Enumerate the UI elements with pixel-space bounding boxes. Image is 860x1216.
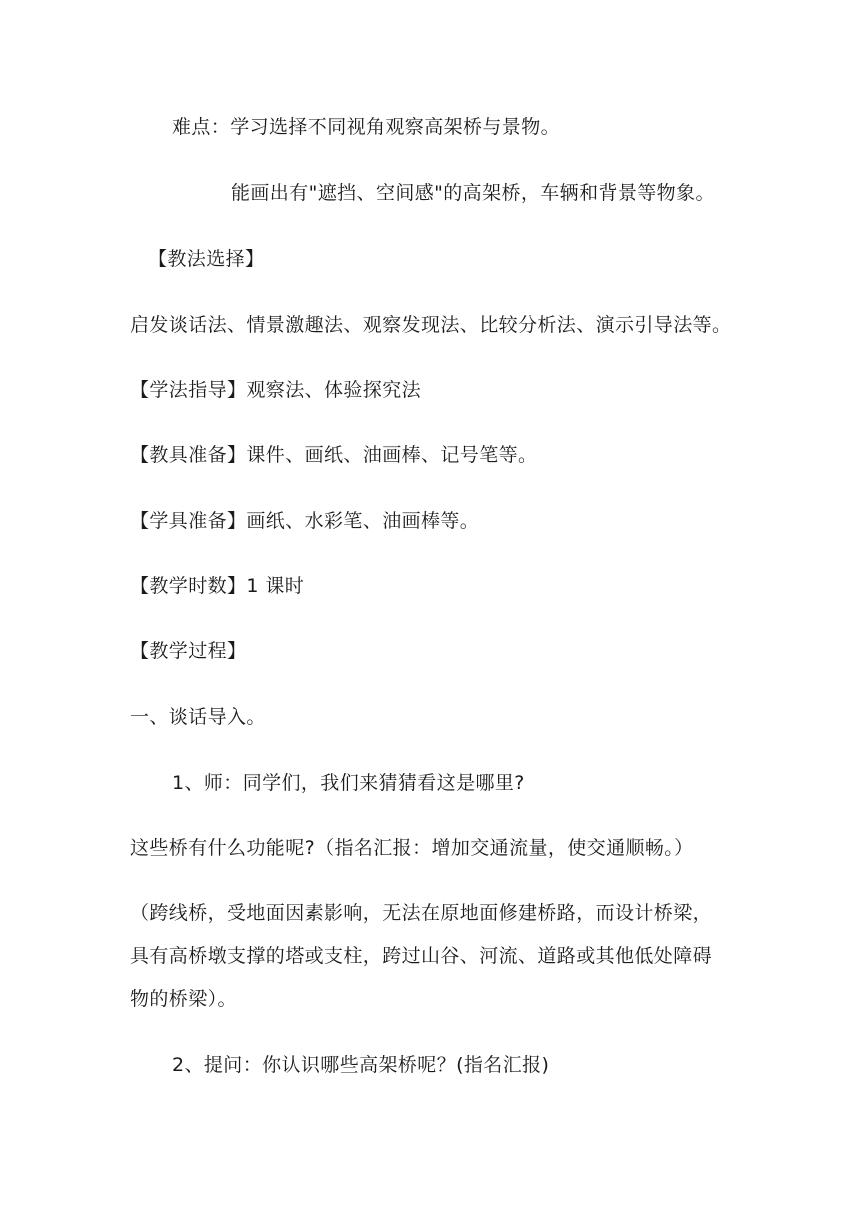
study-method-line: 【学法指导】观察法、体验探究法 bbox=[130, 379, 422, 401]
difficulty-line-continued: 能画出有"遮挡、空间感"的高架桥，车辆和背景等物象。 bbox=[231, 182, 715, 204]
question-two-line: 2、提问：你认识哪些高架桥呢？(指名汇报) bbox=[172, 1054, 550, 1076]
teaching-method-text: 启发谈话法、情景激趣法、观察发现法、比较分析法、演示引导法等。 bbox=[130, 314, 732, 336]
teaching-method-heading: 【教法选择】 bbox=[148, 248, 265, 270]
section-one-heading: 一、谈话导入。 bbox=[130, 706, 266, 728]
class-hours-line: 【教学时数】1 课时 bbox=[130, 575, 305, 597]
bridge-function-line: 这些桥有什么功能呢?（指名汇报：增加交通流量，使交通顺畅。） bbox=[130, 837, 694, 859]
teaching-aids-line: 【教具准备】课件、画纸、油画棒、记号笔等。 bbox=[130, 444, 538, 466]
student-materials-line: 【学具准备】画纸、水彩笔、油画棒等。 bbox=[130, 510, 480, 532]
question-one-line: 1、师：同学们，我们来猜猜看这是哪里? bbox=[172, 772, 525, 794]
bridge-definition-line-1: （跨线桥，受地面因素影响，无法在原地面修建桥路，而设计桥梁， bbox=[130, 902, 713, 924]
bridge-definition-line-3: 物的桥梁）。 bbox=[130, 988, 237, 1010]
teaching-process-heading: 【教学过程】 bbox=[130, 640, 247, 662]
difficulty-line: 难点：学习选择不同视角观察高架桥与景物。 bbox=[172, 116, 561, 138]
bridge-definition-line-2: 具有高桥墩支撑的塔或支柱，跨过山谷、河流、道路或其他低处障碍 bbox=[130, 945, 713, 967]
